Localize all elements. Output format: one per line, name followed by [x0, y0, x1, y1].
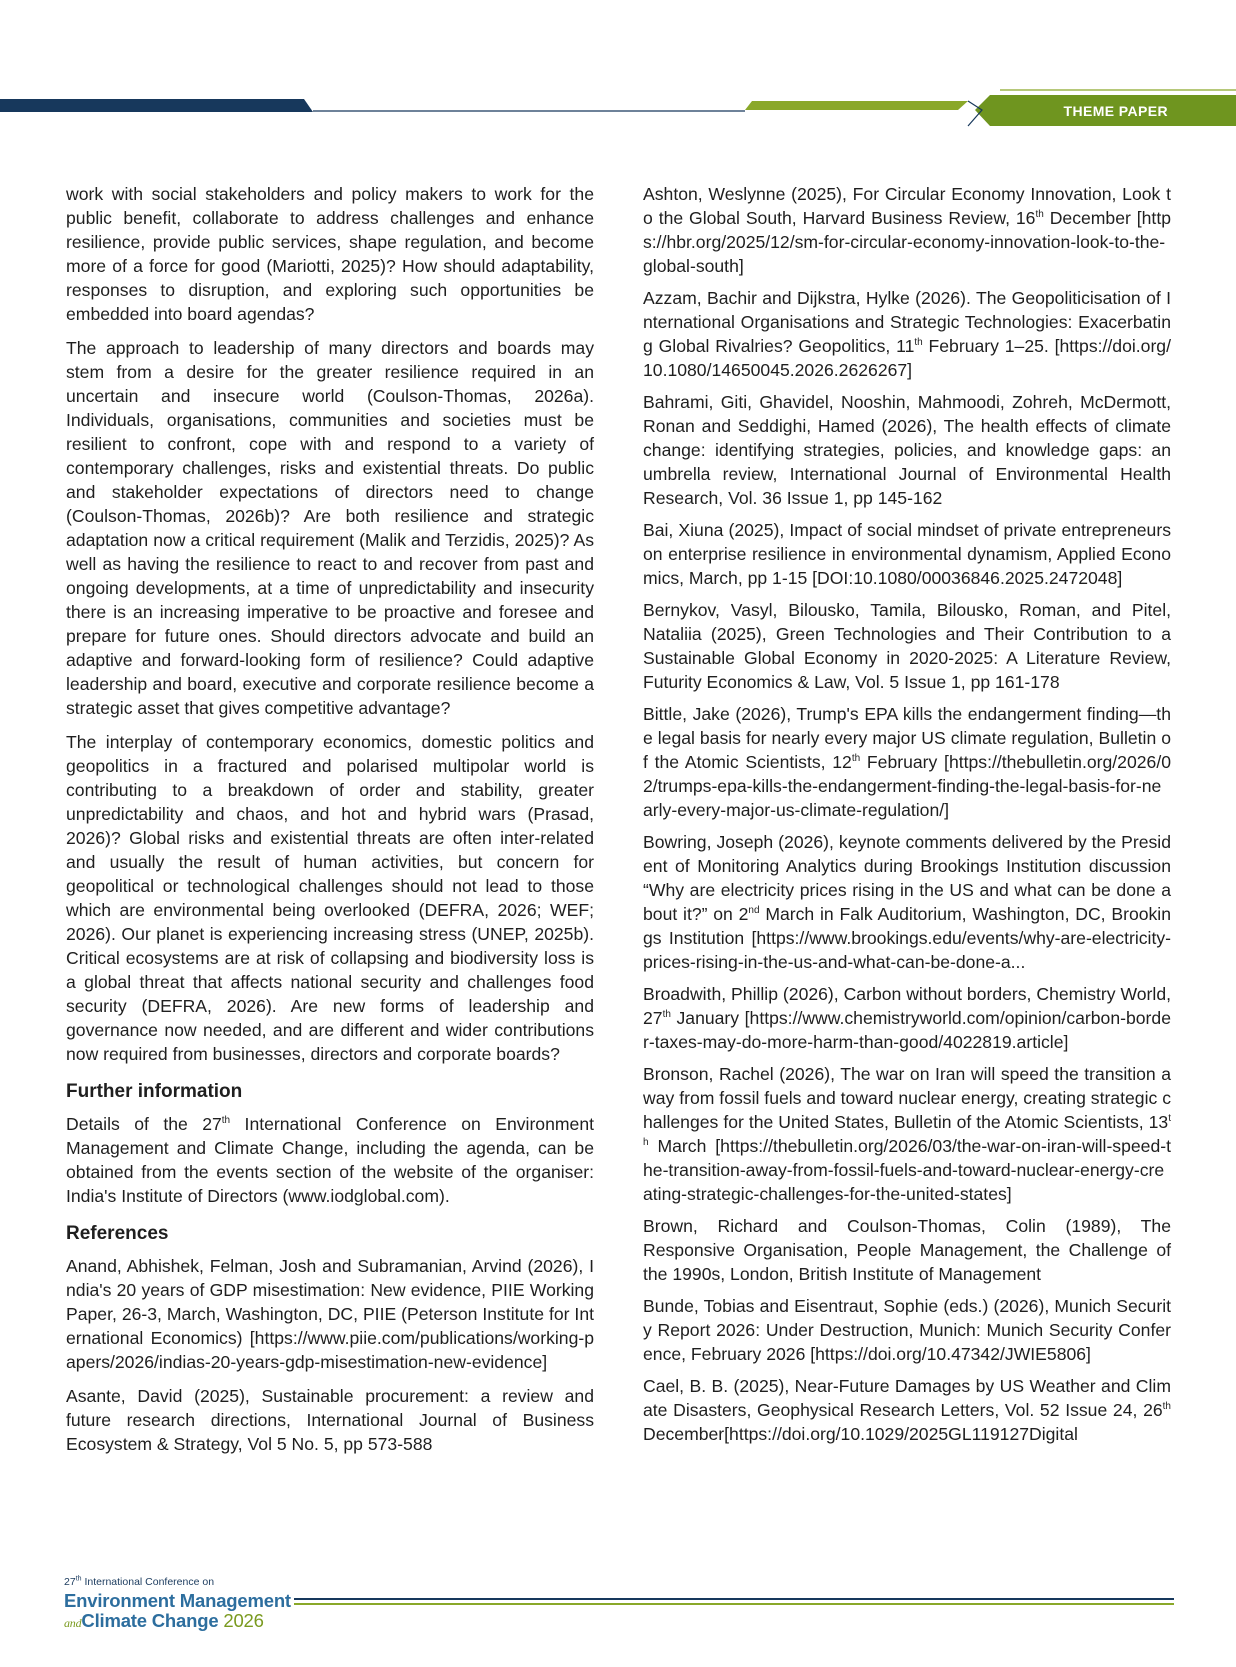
reference-entry: Cael, B. B. (2025), Near-Future Damages by US Weather and Climate Disasters, Geophysical Research Letters, Vol. 52 Issue 24, 26th December[https://doi.org/10.1029/2025GL119127Digital: [643, 1376, 1171, 1444]
references-heading: References: [66, 1223, 169, 1244]
reference-entry: Ashton, Weslynne (2025), For Circular Economy Innovation, Look to the Global South, Harvard Business Review, 16th December [https://hbr.org/2025/12/sm-for-circular-economy-innovation-look-to-the-global-south]: [643, 184, 1171, 276]
footer-logo-line1: Environment Management: [64, 1590, 291, 1611]
reference-entry: Broadwith, Phillip (2026), Carbon without borders, Chemistry World, 27th January [https://www.chemistryworld.com/opinion/carbon-border-taxes-may-do-more-harm-than-good/4022819.article]: [643, 984, 1171, 1052]
reference-entry: Bernykov, Vasyl, Bilousko, Tamila, Bilousko, Roman, and Pitel, Nataliia (2025), Green Technologies and Their Contribution to a Sustainable Global Economy in 2020-2025: A Literature Review, Futurity Economics & Law, Vol. 5 Issue 1, pp 161-178: [643, 600, 1171, 692]
footer-logo-line2: andClimate Change 2026: [64, 1610, 264, 1631]
body-paragraph: The interplay of contemporary economics, domestic politics and geopolitics in a fractured and polarised multipolar world is contributing to a breakdown of order and stability, greater unpredictability and chaos, and hot and hybrid wars (Prasad, 2026)? Global risks and existential threats are often inter-related and usually the result of human activities, but concern for geopolitical or technological challenges should not lead to those which are environmental being overlooked (DEFRA, 2026; WEF; 2026). Our planet is experiencing increasing stress (UNEP, 2025b). Critical ecosystems are at risk of collapsing and biodiversity loss is a global threat that affects national security and challenges food security (DEFRA, 2026). Are new forms of leadership and governance now needed, and are different and wider contributions now required from businesses, directors and corporate boards?: [66, 732, 594, 1064]
header-band: [0, 0, 1236, 140]
body-paragraph: work with social stakeholders and policy makers to work for the public benefit, collaborate to address challenges and enhance resilience, provide public services, shape regulation, and become more of a force for good (Mariotti, 2025)? How should adaptability, responses to disruption, and exploring such opportunities be embedded into board agendas?: [66, 184, 594, 324]
further-information-heading: Further information: [66, 1081, 243, 1102]
footer-rule: [294, 1596, 1174, 1608]
left-column: [66, 182, 594, 1466]
footer: [64, 1570, 1174, 1630]
reference-entry: Bronson, Rachel (2026), The war on Iran will speed the transition away from fossil fuels and toward nuclear energy, creating strategic challenges for the United States, Bulletin of the Atomic Scientists, 13th March [https://thebulletin.org/2026/03/the-war-on-iran-will-speed-the-transition-away-from-fossil-fuels-and-toward-nuclear-energy-creating-strategic-challenges-for-the-united-states]: [643, 1064, 1171, 1204]
reference-entry: Bai, Xiuna (2025), Impact of social mindset of private entrepreneurs on enterprise resilience in environmental dynamism, Applied Economics, March, pp 1-15 [DOI:10.1080/00036846.2025.2472048]: [643, 520, 1171, 588]
olive-bar: [745, 101, 968, 110]
footer-conference-line: 27th International Conference on: [64, 1575, 215, 1588]
reference-entry: Bahrami, Giti, Ghavidel, Nooshin, Mahmoodi, Zohreh, McDermott, Ronan and Seddighi, Hamed (2026), The health effects of climate change: identifying strategies, policies, and knowledge gaps: an umbrella review, International Journal of Environmental Health Research, Vol. 36 Issue 1, pp 145-162: [643, 392, 1171, 508]
header-decoration: [0, 0, 1236, 140]
reference-entry: Bowring, Joseph (2026), keynote comments delivered by the President of Monitoring Analytics during Brookings Institution discussion “Why are electricity prices rising in the US and what can be done about it?” on 2nd March in Falk Auditorium, Washington, DC, Brookings Institution [https://www.brookings.edu/events/why-are-electricity-prices-rising-in-the-us-and-what-can-be-done-a...: [643, 832, 1172, 972]
reference-entry: Brown, Richard and Coulson-Thomas, Colin (1989), The Responsive Organisation, People Management, the Challenge of the 1990s, London, British Institute of Management: [643, 1216, 1171, 1284]
body-paragraph: The approach to leadership of many directors and boards may stem from a desire for the greater resilience required in an uncertain and insecure world (Coulson-Thomas, 2026a). Individuals, organisations, communities and societies must be resilient to confront, cope with and respond to a variety of contemporary challenges, risks and existential threats. Do public and stakeholder expectations of directors need to change (Coulson-Thomas, 2026b)? Are both resilience and strategic adaptation now a critical requirement (Malik and Terzidis, 2025)? As well as having the resilience to react to and recover from past and ongoing developments, at a time of unpredictability and insecurity there is an increasing imperative to be proactive and foresee and prepare for future ones. Should directors advocate and build an adaptive and forward-looking form of resilience? Could adaptive leadership and board, executive and corporate resilience become a strategic asset that gives competitive advantage?: [66, 338, 594, 718]
reference-entry: Bunde, Tobias and Eisentraut, Sophie (eds.) (2026), Munich Security Report 2026: Under Destruction, Munich: Munich Security Conference, February 2026 [https://doi.org/10.47342/JWIE5806]: [643, 1296, 1171, 1364]
right-column: [643, 182, 1171, 1454]
reference-entry: Asante, David (2025), Sustainable procurement: a review and future research directions, International Journal of Business Ecosystem & Strategy, Vol 5 No. 5, pp 573-588: [66, 1386, 594, 1454]
reference-entry: Azzam, Bachir and Dijkstra, Hylke (2026). The Geopoliticisation of International Organisations and Strategic Technologies: Exacerbating Global Rivalries? Geopolitics, 11th February 1–25. [https://doi.org/10.1080/14650045.2026.2626267]: [643, 288, 1171, 380]
section-label: THEME PAPER: [1063, 103, 1168, 119]
navy-bar: [0, 99, 313, 112]
further-information-text: Details of the 27th International Conference on Environment Management and Climate Change, including the agenda, can be obtained from the events section of the website of the organiser: India's Institute of Directors (www.iodglobal.com).: [66, 1114, 594, 1206]
reference-entry: Anand, Abhishek, Felman, Josh and Subramanian, Arvind (2026), India's 20 years of GDP misestimation: New evidence, PIIE Working Paper, 26-3, March, Washington, DC, PIIE (Peterson Institute for International Economics) [https://www.piie.com/publications/working-papers/2026/indias-20-years-gdp-misestimation-new-evidence]: [66, 1256, 594, 1372]
reference-entry: Bittle, Jake (2026), Trump's EPA kills the endangerment finding—the legal basis for nearly every major US climate regulation, Bulletin of the Atomic Scientists, 12th February [https://thebulletin.org/2026/02/trumps-epa-kills-the-endangerment-finding-the-legal-basis-for-nearly-every-major-us-climate-regulation/]: [643, 704, 1171, 820]
